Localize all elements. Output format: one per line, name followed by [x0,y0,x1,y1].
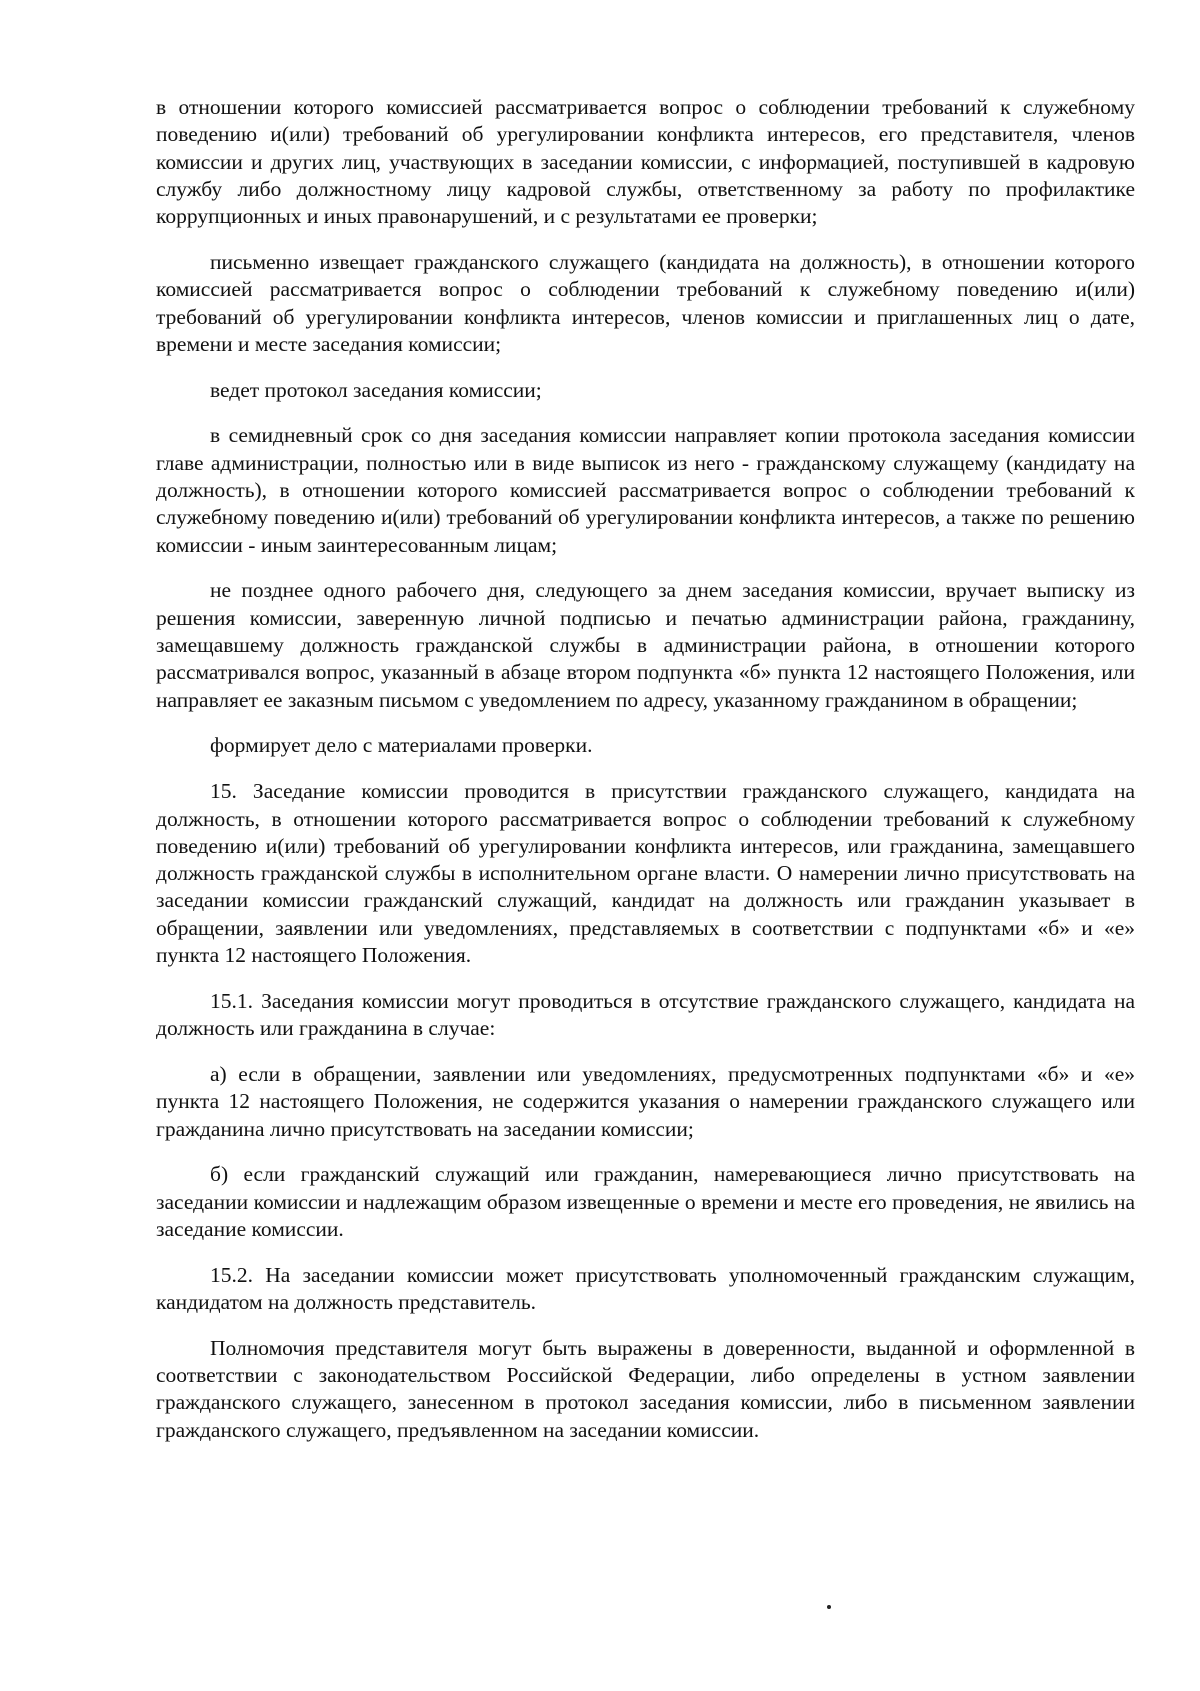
paragraph-15-1-b: б) если гражданский служащий или гражданин, намеревающиеся лично присутствовать на заседании комиссии и надлежащим образом извещенные о времени и месте его проведения, не явились на заседание комиссии. [156,1162,1135,1241]
paragraph-hand-extract: не позднее одного рабочего дня, следующего за днем заседания комиссии, вручает выписку из решения комиссии, заверенную личной подписью и печатью администрации района, гражданину, замещавшему должность гражданской службы в администрации района, в отношении которого рассматривался вопрос, указанный в абзаце втором подпункта «б» пункта 12 настоящего Положения, или направляет ее заказным письмом с уведомлением по адресу, указанному гражданином в обращении; [156,578,1135,712]
paragraph-case-file: формирует дело с материалами проверки. [210,733,593,758]
scan-dot [827,1605,831,1609]
document-body [156,94,1135,1444]
paragraph-representative-powers: Полномочия представителя могут быть выражены в доверенности, выданной и оформленной в соответствии с законодательством Российской Федерации, либо определены в устном заявлении гражданского служащего, занесенном в протокол заседания комиссии, либо в письменном заявлении гражданского служащего, предъявленном на заседании комиссии. [156,1335,1135,1442]
paragraph-continuation: в отношении которого комиссией рассматривается вопрос о соблюдении требований к служебному поведению и(или) требований об урегулировании конфликта интересов, его представителя, членов комиссии и других лиц, участвующих в заседании комиссии, с информацией, поступившей в кадровую службу либо должностному лицу кадровой службы, ответственному за работу по профилактике коррупционных и иных правонарушений, и с результатами ее проверки; [156,95,1135,229]
paragraph-15: 15. Заседание комиссии проводится в присутствии гражданского служащего, кандидата на должность, в отношении которого рассматривается вопрос о соблюдении требований к служебному поведению и(или) требований об урегулировании конфликта интересов, или гражданина, замещавшего должность гражданской службы в исполнительном органе власти. О намерении лично присутствовать на заседании комиссии гражданский служащий, кандидат на должность или гражданин указывает в обращении, заявлении или уведомлениях, представляемых в соответствии с подпунктами «б» и «е» пункта 12 настоящего Положения. [156,779,1135,968]
paragraph-notify: письменно извещает гражданского служащего (кандидата на должность), в отношении которого комиссией рассматривается вопрос о соблюдении требований к служебному поведению и(или) требований об урегулировании конфликта интересов, членов комиссии и приглашенных лиц о дате, времени и месте заседания комиссии; [156,249,1135,356]
paragraph-15-1: 15.1. Заседания комиссии могут проводиться в отсутствие гражданского служащего, кандидата на должность или гражданина в случае: [156,988,1135,1041]
paragraph-15-2: 15.2. На заседании комиссии может присутствовать уполномоченный гражданским служащим, кандидатом на должность представитель. [156,1262,1135,1314]
paragraph-send-copies: в семидневный срок со дня заседания комиссии направляет копии протокола заседания комиссии главе администрации, полностью или в виде выписок из него - гражданскому служащему (кандидату на должность), в отношении которого комиссией рассматривается вопрос о соблюдении требований к служебному поведению и(или) требований об урегулировании конфликта интересов, а также по решению комиссии - иным заинтересованным лицам; [156,423,1135,557]
paragraph-15-1-a: а) если в обращении, заявлении или уведомлениях, предусмотренных подпунктами «б» и «е» пункта 12 настоящего Положения, не содержится указания о намерении гражданского служащего или гражданина лично присутствовать на заседании комиссии; [156,1061,1135,1141]
paragraph-protocol: ведет протокол заседания комиссии; [210,377,542,402]
